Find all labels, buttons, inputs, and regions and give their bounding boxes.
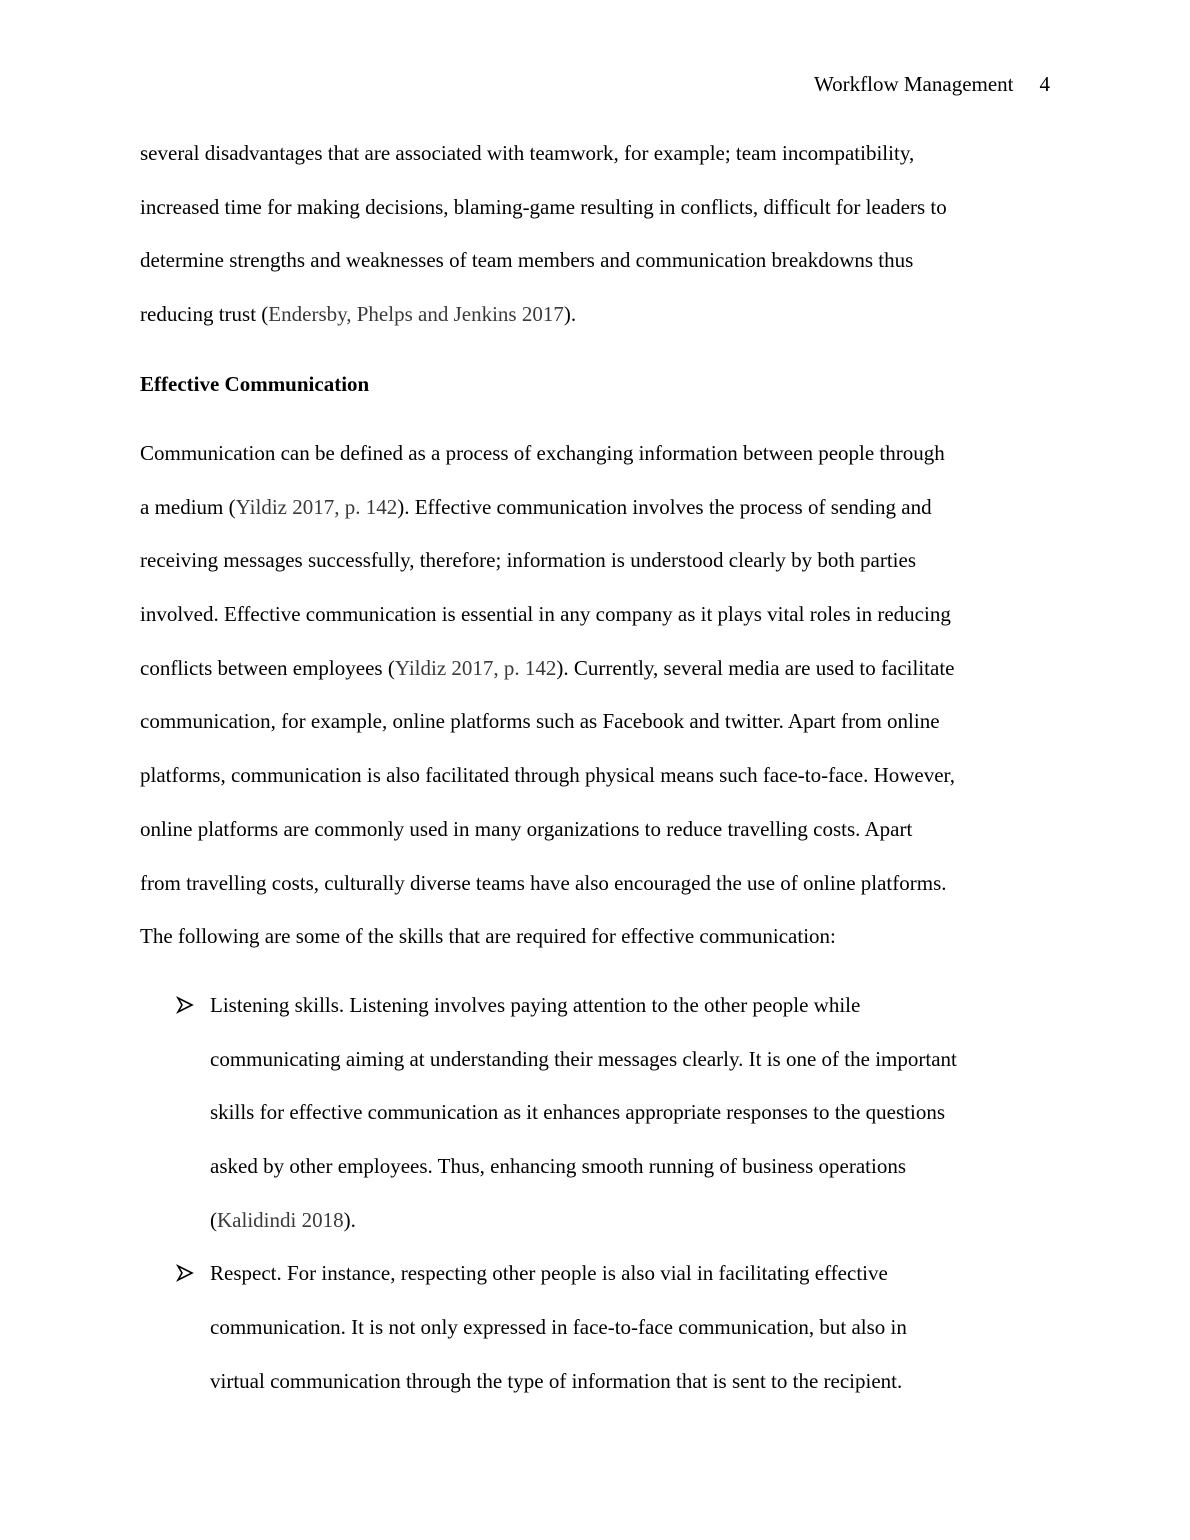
arrowhead-bullet-icon [176, 996, 194, 1014]
paragraph-line: online platforms are commonly used in many organizations to reduce travelling costs. Apart [140, 816, 913, 841]
list-item [140, 979, 1052, 1247]
line-text: ). Effective communication involves the process of sending and [397, 494, 932, 519]
line-text: ). [343, 1207, 356, 1232]
paragraph-line: from travelling costs, culturally diverse teams have also encouraged the use of online platforms. [140, 870, 947, 895]
main-paragraph [140, 427, 1052, 964]
running-head-title: Workflow Management [814, 72, 1014, 96]
line-text: a medium ( [140, 494, 236, 519]
list-item-line: asked by other employees. Thus, enhancing smooth running of business operations [210, 1154, 906, 1179]
line-text: ( [210, 1207, 217, 1232]
paragraph-line: The following are some of the skills that are required for effective communication: [140, 924, 836, 949]
paragraph-line [140, 288, 1052, 342]
paragraph-line: platforms, communication is also facilitated through physical means such face-to-face. However, [140, 763, 955, 788]
citation: Kalidindi 2018 [217, 1207, 344, 1232]
intro-paragraph [140, 127, 1052, 342]
arrowhead-bullet-icon [176, 1264, 194, 1282]
list-item-line: communication. It is not only expressed in face-to-face communication, but also in [210, 1315, 907, 1340]
list-item-line [210, 1194, 1052, 1248]
paragraph-line: determine strengths and weaknesses of team members and communication breakdowns thus [140, 248, 914, 273]
list-item [140, 1247, 1052, 1408]
line-text: ). [563, 302, 577, 327]
paragraph-line: receiving messages successfully, therefore; information is understood clearly by both parties [140, 548, 916, 573]
running-head [814, 70, 1050, 98]
citation: Yildiz 2017, p. 142 [394, 655, 557, 680]
line-text: reducing trust ( [140, 302, 269, 327]
skills-list [140, 979, 1052, 1409]
line-text: conflicts between employees ( [140, 655, 395, 680]
list-item-line: Respect. For instance, respecting other people is also vial in facilitating effective [210, 1261, 888, 1286]
line-text: ). Currently, several media are used to facilitate [556, 655, 955, 680]
section-heading: Effective Communication [140, 372, 370, 396]
paragraph-line: communication, for example, online platforms such as Facebook and twitter. Apart from online [140, 709, 940, 734]
paragraph-line: involved. Effective communication is essential in any company as it plays vital roles in reducing [140, 602, 951, 627]
paragraph-line [140, 481, 1052, 535]
list-item-line: skills for effective communication as it enhances appropriate responses to the questions [210, 1100, 945, 1125]
paragraph-line: Communication can be defined as a process of exchanging information between people through [140, 441, 945, 465]
list-item-line: virtual communication through the type of information that is sent to the recipient. [210, 1368, 903, 1393]
paragraph-line [140, 642, 1052, 696]
list-item-line: Listening skills. Listening involves paying attention to the other people while [210, 993, 861, 1017]
citation: Endersby, Phelps and Jenkins 2017 [268, 302, 564, 327]
citation: Yildiz 2017, p. 142 [235, 494, 398, 519]
list-item-line: communicating aiming at understanding their messages clearly. It is one of the important [210, 1046, 957, 1071]
paragraph-line: several disadvantages that are associated with teamwork, for example; team incompatibility, [140, 141, 915, 165]
paragraph-line: increased time for making decisions, blaming-game resulting in conflicts, difficult for leaders to [140, 194, 947, 219]
page-number: 4 [1039, 72, 1050, 96]
